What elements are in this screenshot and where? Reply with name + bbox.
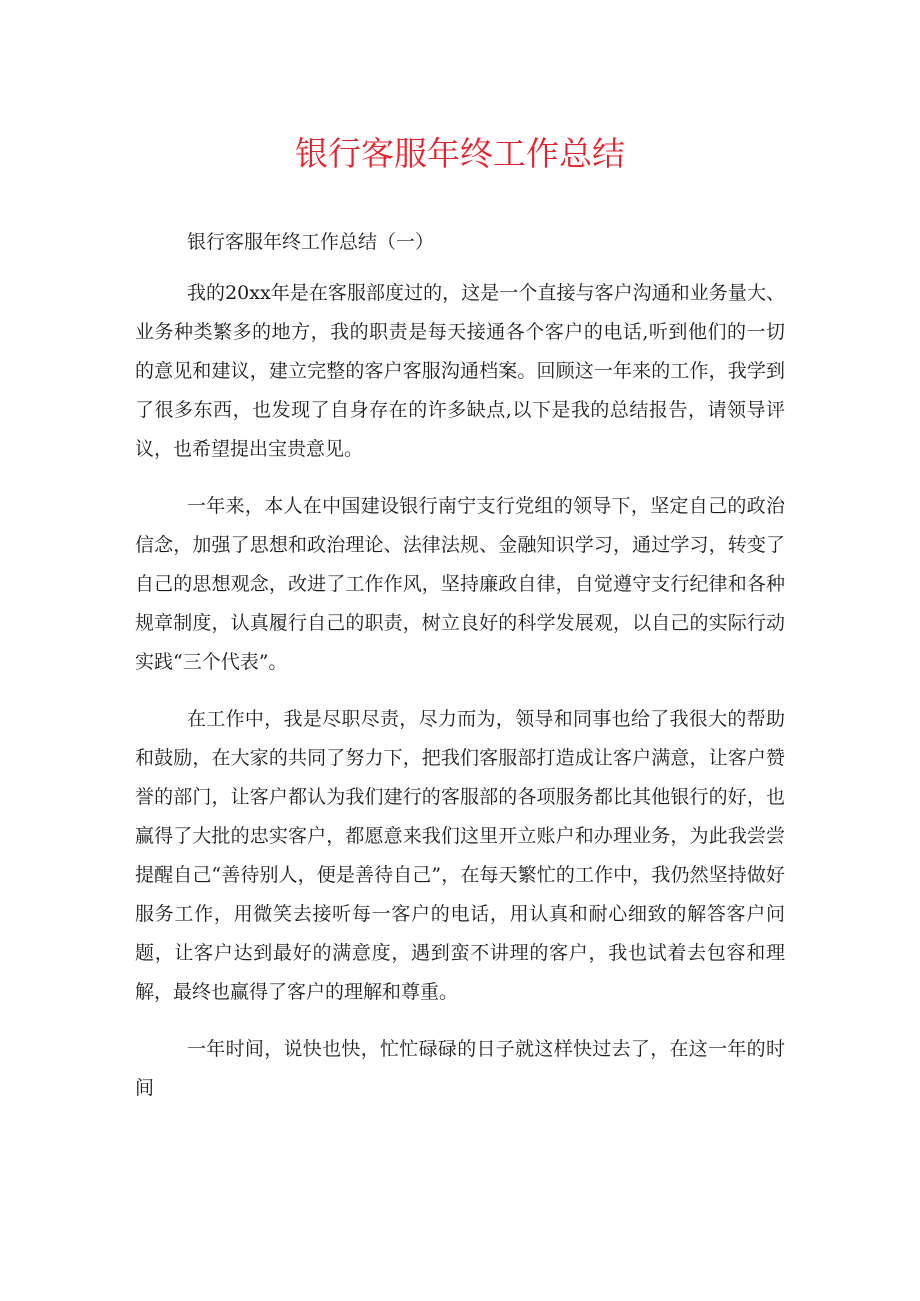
section-subheading: 银行客服年终工作总结（一） bbox=[187, 231, 435, 253]
paragraph: 一年时间，说快也快，忙忙碌碌的日子就这样快过去了，在这一年的时间 bbox=[135, 1038, 785, 1099]
paragraph: 一年来，本人在中国建设银行南宁支行党组的领导下，坚定自己的政治信念，加强了思想和政治理论、法律法规、金融知识学习，通过学习，转变了自己的思想观念，改进了工作作风，坚持廉政自律，自觉遵守支行纪律和各种规章制度，认真履行自己的职责，树立良好的科学发展观，以自己的实际行动实践“三个代表”。 bbox=[135, 495, 785, 673]
document-title: 银行客服年终工作总结 bbox=[295, 134, 625, 173]
paragraph: 在工作中，我是尽职尽责，尽力而为，领导和同事也给了我很大的帮助和鼓励，在大家的共同了努力下，把我们客服部打造成让客户满意，让客户赞誉的部门，让客户都认为我们建行的客服部的各项服务都比其他银行的好，也赢得了大批的忠实客户，都愿意来我们这里开立账户和办理业务，为此我尝尝提醒自己“善待别人，便是善待自己”，在每天繁忙的工作中，我仍然坚持做好服务工作，用微笑去接听每一客户的电话，用认真和耐心细致的解答客户问题，让客户达到最好的满意度，遇到蛮不讲理的客户，我也试着去包容和理解，最终也赢得了客户的理解和尊重。 bbox=[135, 708, 785, 1003]
document-body bbox=[135, 228, 785, 1108]
paragraph: 我的20xx年是在客服部度过的，这是一个直接与客户沟通和业务量大、业务种类繁多的地方，我的职责是每天接通各个客户的电话,听到他们的一切的意见和建议，建立完整的客户客服沟通档案。回顾这一年来的工作，我学到了很多东西，也发现了自身存在的许多缺点,以下是我的总结报告，请领导评议，也希望提出宝贵意见。 bbox=[135, 282, 785, 460]
